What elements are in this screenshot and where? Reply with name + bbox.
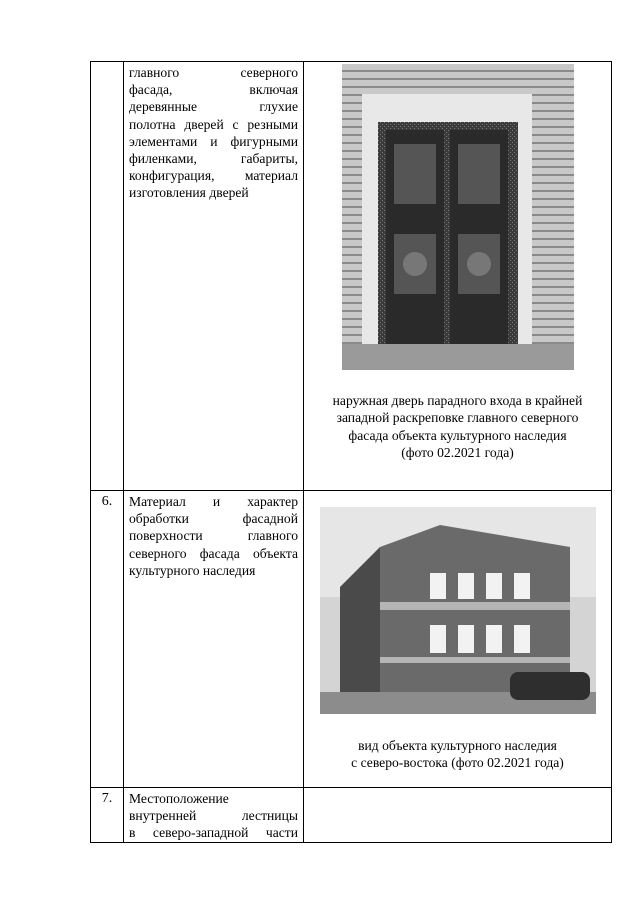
description-line: фасада, включая xyxy=(129,82,298,98)
caption-line: фасада объекта культурного наследия xyxy=(348,427,567,443)
row-number: 7. xyxy=(91,788,124,843)
description-line: Материал и характер xyxy=(129,494,298,509)
description-line: обработки фасадной xyxy=(129,511,298,527)
description-line: поверхности главного xyxy=(129,528,298,544)
heritage-table xyxy=(90,61,612,843)
description-line: элементами и фигурными xyxy=(129,133,298,149)
row-number xyxy=(91,62,124,491)
description-line: деревянные глухие xyxy=(129,99,298,115)
caption-line: наружная дверь парадного входа в крайней xyxy=(332,393,583,408)
caption-line: западной раскреповке главного северного xyxy=(336,410,579,426)
photo-cell xyxy=(304,62,612,491)
caption-line: вид объекта культурного наследия xyxy=(358,738,557,753)
description-line: северного фасада объекта xyxy=(129,545,298,561)
row-number: 6. xyxy=(91,491,124,788)
description-line: полотна дверей с резными xyxy=(129,116,298,132)
table-row xyxy=(91,491,612,788)
row-description xyxy=(124,62,304,491)
description-line: главного северного xyxy=(129,65,298,80)
photo-caption xyxy=(304,737,611,772)
description-line: внутренней лестницы xyxy=(129,808,298,824)
table-row xyxy=(91,62,612,491)
caption-line: (фото 02.2021 года) xyxy=(401,444,514,460)
row-description xyxy=(124,788,304,843)
description-line: культурного наследия xyxy=(129,562,256,578)
description-line: конфигурация, материал xyxy=(129,168,298,184)
table-row xyxy=(91,788,612,843)
building-photo xyxy=(320,507,596,714)
description-line: в северо-западной части xyxy=(129,825,298,841)
description-line: изготовления дверей xyxy=(129,185,249,201)
photo-cell xyxy=(304,788,612,843)
photo-caption xyxy=(304,392,611,461)
description-line: Местоположение xyxy=(129,791,229,806)
description-line: филенками, габариты, xyxy=(129,151,298,167)
caption-line: с северо-востока (фото 02.2021 года) xyxy=(351,755,564,771)
door-photo xyxy=(342,64,574,370)
row-description xyxy=(124,491,304,788)
photo-cell xyxy=(304,491,612,788)
